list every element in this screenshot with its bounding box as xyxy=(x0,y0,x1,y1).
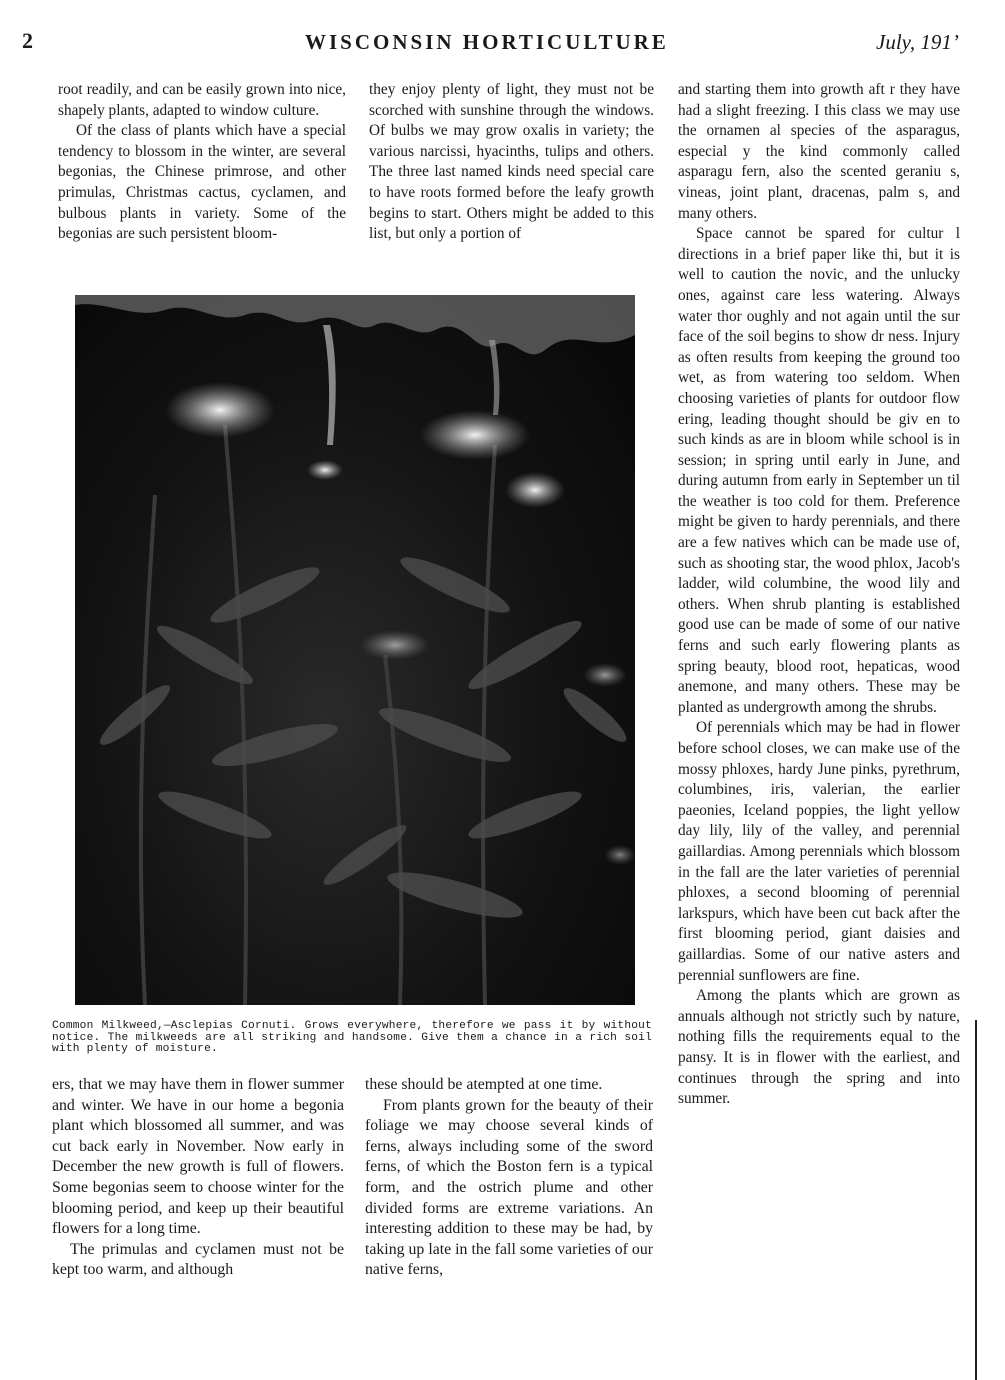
issue-date: July, 191ʼ xyxy=(876,30,959,54)
column-3 xyxy=(678,80,960,1110)
page-number: 2 xyxy=(22,28,33,53)
column-2-bottom xyxy=(365,1075,653,1281)
paragraph: root readily, and can be easily grown into nice, shapely plants, adapted to window culture. xyxy=(58,81,346,119)
paragraph: and starting them into growth aft r they have had a slight freezing. I this class we may use the ornamen al species of the asparagus, especial y the kind commonly called asparagu fern, also the scented geraniu s, vineas, joint plant, dracenas, palm s, and many others. xyxy=(678,81,960,222)
paragraph: ers, that we may have them in flower summer and winter. We have in our home a begonia plant which blossomed all summer, and was cut back early in November. Now early in December the new growth is full of flowers. Some begonias seem to choose winter for the blooming period, and keep up their beautiful flowers for a long time. xyxy=(52,1076,344,1238)
paragraph: Space cannot be spared for cultur l directions in a brief paper like thi, but it is well to caution the novic, and the unlucky ones, against care less watering. Always water thor oughly and not again until the sur face of the soil begins to show dr ness. Injury as often results from keeping the ground too wet, as from watering too seldom. When choosing varieties of plants for outdoor flow ering, leading thought should be giv en to such kinds as are in bloom while school is in session; in spring until early in June, and during autumn from early in September un til the weather is too cold for them. Preference might be given to hardy perennials, and there are a few natives which can be made use of, such as shooting star, the wood phlox, Jacob's ladder, wild columbine, the wood lily and others. When shrub planting is established good use can be made of some of our native ferns and such early flowering plants as spring beauty, blood root, hepaticas, wood anemone, and many others. These may be planted as undergrowth among the shrubs. xyxy=(678,225,960,716)
paragraph: Of the class of plants which have a special tendency to blossom in the winter, are several begonias, the Chinese primrose, and other primulas, Christmas cactus, cyclamen, and bulbous plants in variety. Some of the begonias are such persistent bloom- xyxy=(58,122,346,243)
photo-caption: Common Milkweed,—Asclepias Cornuti. Grows everywhere, therefore we pass it by without notice. The milkweeds are all striking and handsome. Give them a chance in a rich soil with plenty of moisture. xyxy=(52,1020,652,1055)
paragraph: Of perennials which may be had in flower before school closes, we can make use of the mossy phloxes, hardy June pinks, pyrethrum, columbines, iris, valerian, the earlier paeonies, Iceland poppies, the light yellow day lily, lily of the valley, and perennial gaillardias. Among perennials which blossom in the fall are the later varieties of perennial phloxes, a second blooming of perennial larkspurs, which have been cut back after the first blooming period, giant daisies and gaillardias. Some of our native asters and perennial sunflowers are fine. xyxy=(678,719,960,984)
margin-rule xyxy=(975,1020,977,1380)
running-head: WISCONSIN HORTICULTURE xyxy=(305,30,669,54)
paragraph: From plants grown for the beauty of their foliage we may choose several kinds of ferns, always including some of the sword ferns, of which the Boston fern is a typical form, and the ostrich plume and other divided forms are extreme variations. An interesting addition to these may be had, by taking up late in the fall some varieties of our native ferns, xyxy=(365,1096,653,1279)
paragraph: Among the plants which are grown as annuals although not strictly such by nature, nothing fills the requirements equal to the pansy. It is in flower with the earliest, and continues through the spring and into summer. xyxy=(678,987,960,1108)
paragraph: these should be atempted at one time. xyxy=(365,1076,603,1093)
column-1-bottom xyxy=(52,1075,344,1281)
column-1-top xyxy=(58,80,346,245)
milkweed-illustration xyxy=(75,295,635,1005)
column-2-top xyxy=(369,80,654,245)
milkweed-photograph xyxy=(75,295,635,1005)
paragraph: The primulas and cyclamen must not be kept too warm, and although xyxy=(52,1240,344,1279)
paragraph: they enjoy plenty of light, they must not be scorched with sunshine through the windows. Of bulbs we may grow oxalis in variety; the various narcissi, hyacinths, tulips and others. The three last named kinds need special care to have roots formed before the leafy growth begins to start. Others might be added to this list, but only a portion of xyxy=(369,81,654,243)
